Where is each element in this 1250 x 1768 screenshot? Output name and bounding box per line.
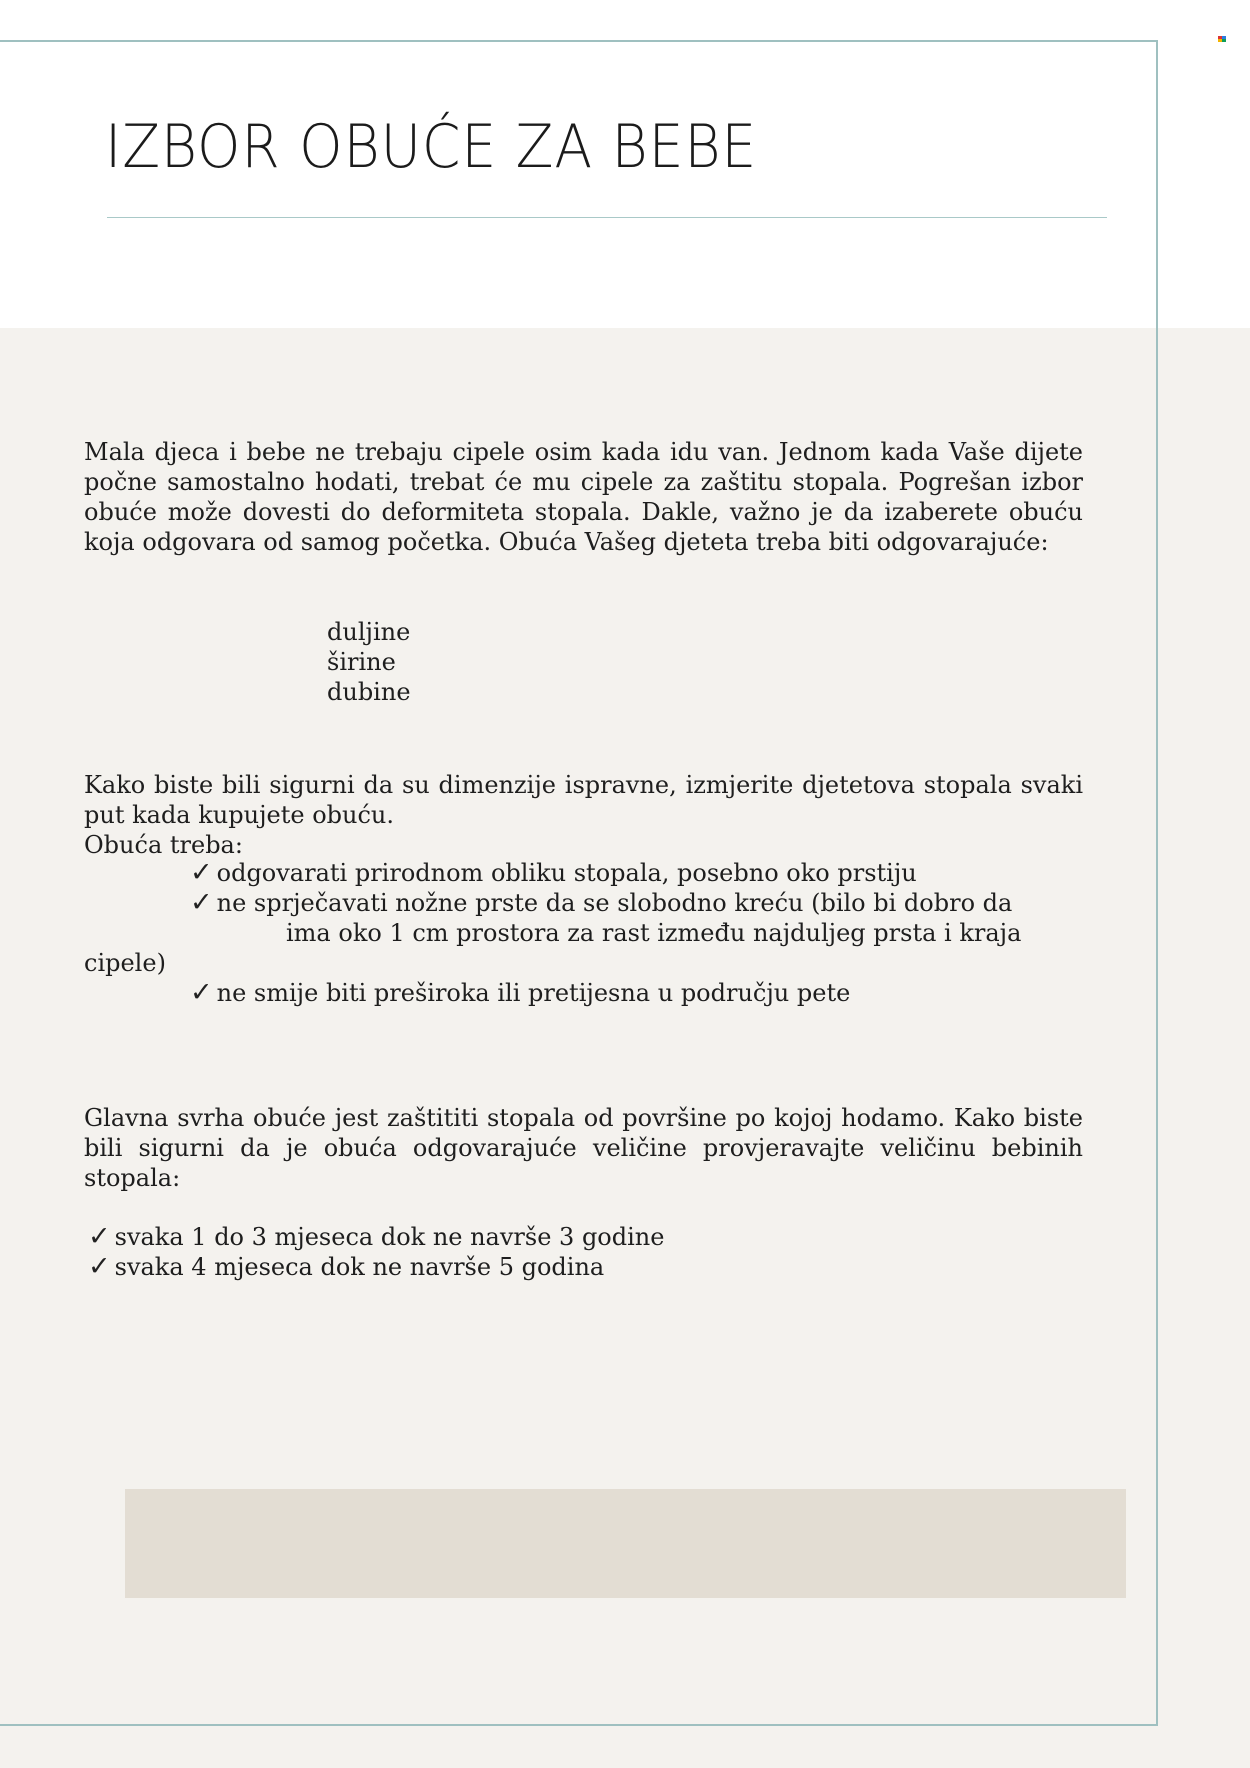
purpose-paragraph: Glavna svrha obuće jest zaštititi stopala od površine po kojoj hodamo. Kako biste bili sigurni da je obuća odgovarajuće veličine provjeravajte veličinu bebinih stopala: bbox=[84, 1104, 1083, 1192]
checkmark-icon: ✓ bbox=[88, 1221, 111, 1252]
checkmark-icon: ✓ bbox=[190, 887, 213, 918]
intro-paragraph: Mala djeca i bebe ne trebaju cipele osim kada idu van. Jednom kada Vaše dijete počne samostalno hodati, trebat će mu cipele za zaštitu stopala. Pogrešan izbor obuće može dovesti do deformiteta stopala. Dakle, važno je da izaberete obuću koja odgovara od samog početka. Obuća Vašeg djeteta treba biti odgovarajuće: bbox=[84, 438, 1083, 556]
dimension-item: duljine bbox=[327, 618, 411, 646]
list-item-continuation: cipele) bbox=[84, 949, 166, 977]
list-item: ✓ odgovarati prirodnom obliku stopala, posebno oko prstiju bbox=[190, 857, 917, 888]
title-divider bbox=[107, 217, 1107, 218]
checkmark-icon: ✓ bbox=[88, 1251, 111, 1282]
list-item-continuation: ima oko 1 cm prostora za rast između najduljeg prsta i kraja bbox=[286, 919, 1022, 947]
placeholder-box bbox=[125, 1489, 1126, 1598]
list-item: ✓ svaka 4 mjeseca dok ne navrše 5 godina bbox=[88, 1251, 605, 1282]
dimension-item: dubine bbox=[327, 678, 411, 706]
checkmark-icon: ✓ bbox=[190, 857, 213, 888]
dimension-item: širine bbox=[327, 648, 396, 676]
measure-paragraph: Kako biste bili sigurni da su dimenzije ispravne, izmjerite djetetova stopala svaki put kada kupujete obuću. bbox=[84, 771, 1083, 829]
list-item: ✓ ne sprječavati nožne prste da se slobodno kreću (bilo bi dobro da bbox=[190, 887, 1013, 918]
corner-mark-icon bbox=[1218, 36, 1226, 42]
list-item: ✓ svaka 1 do 3 mjeseca dok ne navrše 3 godine bbox=[88, 1221, 665, 1252]
page-title: IZBOR OBUĆE ZA BEBE bbox=[105, 112, 758, 182]
measure-lead: Obuća treba: bbox=[84, 831, 243, 859]
checkmark-icon: ✓ bbox=[190, 977, 213, 1008]
list-item: ✓ ne smije biti preširoka ili pretijesna u području pete bbox=[190, 977, 851, 1008]
